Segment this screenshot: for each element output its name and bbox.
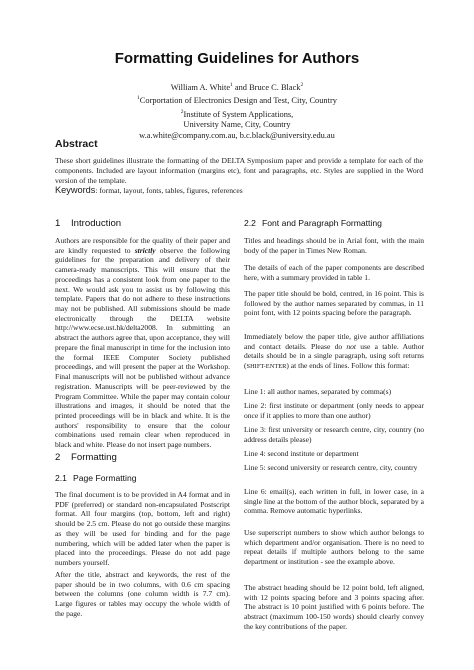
section-1-heading: 1 Introduction — [55, 218, 122, 229]
font-paragraph-1: Titles and headings should be in Arial font, with the main body of the paper in Times New Roman. — [244, 236, 424, 255]
font-paragraph-3: The paper title should be bold, centred, in 16 point. This is followed by the author names separated by commas, in 11 point font, with 12 points spacing before the paragraph. — [244, 289, 424, 318]
affiliation-1: $^1$Corportation of Electronics Design and Test, City, Country — [137, 95, 337, 106]
page-format-paragraph-1: The final document is to be provided in A4 format and in PDF (preferred) or standard non-encapsulated Postscript format. All four margins (top, bottom, left and right) should be 2.5 cm. Please do not go outside these margins as they will be used for binding and for the page numbering, which will be added later when the paper is placed into the proceedings. Please do not add page numbers yourself. — [55, 490, 230, 568]
keywords — [55, 186, 423, 196]
author-emails: w.a.white@company.com.au, b.c.black@university.edu.au — [139, 130, 335, 140]
author-line-4: Line 4: second institute or department — [244, 449, 359, 458]
font-paragraph-4: Immediately below the paper title, give author affiliations and contact details. Please do not use a table. Author details should be in a single paragraph, using soft returns (SHIFT-ENTER) at the ends of lines. Follow this format: — [244, 332, 424, 371]
abstract-body: These short guidelines illustrate the formatting of the DELTA Symposium paper and provide a template for each of the components. Included are layout information (margins etc), font and paragraphs, etc. Styles are supplied in the Word version of the template. — [55, 156, 423, 185]
author-line-2: Line 2: first institute or department (only needs to appear once if it applies to more than one author) — [244, 401, 424, 420]
section-2-2-heading: 2.2 Font and Paragraph Formatting — [244, 218, 382, 228]
font-paragraph-5: Use superscript numbers to show which author belongs to which department and/or organisation. There is no need to repeat details if multiple authors belong to the same department or institution - see the example above. — [244, 528, 424, 567]
author-line-5: Line 5: second university or research centre, city, country — [244, 463, 418, 472]
keywords-text: : format, layout, fonts, tables, figures, references — [95, 186, 243, 195]
keywords-label: Keywords — [55, 185, 96, 195]
intro-paragraph: Authors are responsible for the quality of their paper and are kindly requested to strictly observe the following guidelines for the preparation and delivery of their camera-ready manuscripts. This will ensure that the proceedings has a consistent look from one paper to the next. We would ask you to assist us by following this template. Papers that do not adhere to these instructions may not be published. All submissions should be made electronically through the DELTA website http://www.ecse.ust.hk/delta2008. In submitting an abstract the authors agree that, upon acceptance, they will prepare the final manuscript in time for the inclusion into the formal IEEE Computer Society published proceedings, and will present the paper at the Workshop. Final manuscripts will not be published without advance registration. Manuscripts will be peer-reviewed by the Program Committee. While the paper may contain colour illustrations and images, it should be noted that the printed proceedings will be in black and white. It is the authors' responsibility to ensure that the colour combinations used remain clear when reproduced in black and white. Please do not insert page numbers. — [55, 236, 230, 450]
paper-title: Formatting Guidelines for Authors — [114, 50, 360, 67]
affiliation-2: $^2$Institute of System Applications, — [180, 108, 294, 119]
section-2-heading: 2 Formatting — [55, 452, 117, 463]
author-block — [0, 80, 474, 141]
affiliation-3: University Name, City, Country — [183, 120, 291, 130]
author-line-6: Line 6: email(s), each written in full, in lower case, in a single line at the bottom of the author block, separated by a comma. Remove automatic hyperlinks. — [244, 487, 424, 516]
author-line-1: Line 1: all author names, separated by comma(s) — [244, 387, 392, 396]
page-format-paragraph-2: After the title, abstract and keywords, the rest of the paper should be in two columns, with 0.6 cm spacing between the columns (one column width is 7.7 cm). Large figures or tables may occupy the whole width of the page. — [55, 570, 230, 618]
author-names: William A. White$^1$ and Bruce C. Black$^2$ — [170, 82, 304, 92]
abstract-heading: Abstract — [55, 138, 98, 150]
section-2-1-heading: 2.1 Page Formatting — [55, 473, 137, 483]
font-paragraph-2: The details of each of the paper components are described here, with a summary provided in table 1. — [244, 263, 424, 282]
author-line-3: Line 3: first university or research centre, city, country (no address details please) — [244, 425, 424, 444]
font-paragraph-6: The abstract heading should be 12 point bold, left aligned, with 12 points spacing before and 3 points spacing after. The abstract is 10 point justified with 6 points before. The abstract (maximum 100-150 words) should clearly convey the key contributions of the paper. — [244, 583, 424, 631]
